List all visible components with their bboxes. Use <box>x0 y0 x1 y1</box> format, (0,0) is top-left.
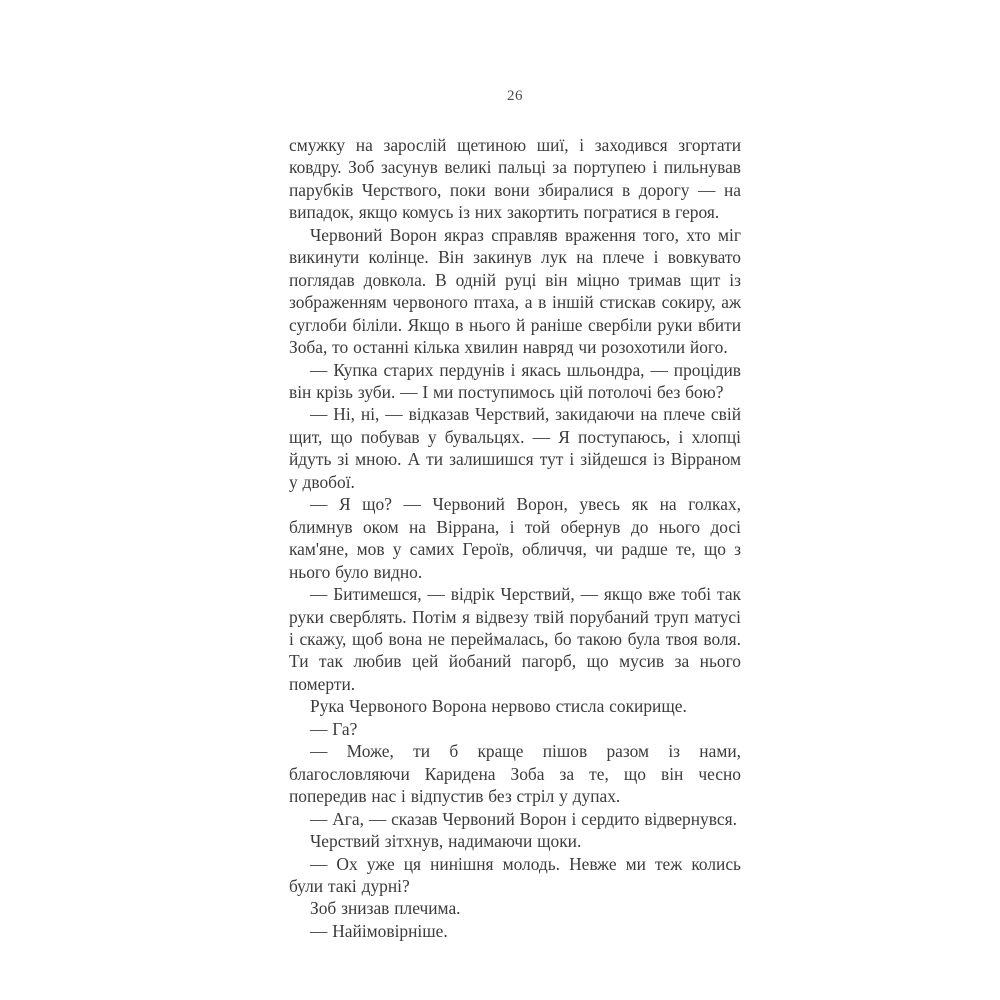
paragraph: Червоний Ворон якраз справляв враження того, хто міг викинути колінце. Він закинув лук на плече і вовкувато поглядав довкола. В одній руці він міцно тримав щит із зображенням червоного птаха, а в іншій стискав сокиру, аж суглоби біліли. Якщо в нього й раніше свербіли руки вбити Зоба, то останні кілька хвилин навряд чи розохотили його. <box>289 224 741 358</box>
book-page <box>289 0 741 942</box>
paragraph: смужку на зарослій щетиною шиї, і заходився згортати ковдру. Зоб засунув великі пальці за портупею і пильнував парубків Черствого, поки вони збиралися в дорогу — на випадок, якщо комусь із них закортить погратися в героя. <box>289 135 741 223</box>
paragraph: Черствий зітхнув, надимаючи щоки. <box>310 831 582 852</box>
paragraph: — Ох уже ця нинішня молодь. Невже ми теж колись були такі дурні? <box>289 853 741 896</box>
page-text-body <box>289 134 741 942</box>
page-number: 26 <box>507 88 523 104</box>
paragraph: — Може, ти б краще пішов разом із нами, благословляючи Каридена Зоба за те, що він чесно попередив нас і відпустив без стріл у дупах. <box>289 741 741 807</box>
paragraph: — Купка старих пердунів і якась шльондра, — процідив він крізь зуби. — І ми поступимось цій потолочі без бою? <box>289 359 741 402</box>
paragraph: — Ні, ні, — відказав Черствий, закидаючи на плече свій щит, що побував у бувальцях. — Я поступаюсь, і хлопці йдуть зі мною. А ти залишишся тут і зійдешся із Вірраном у двобої. <box>289 404 741 492</box>
paragraph: Зоб знизав плечима. <box>310 898 461 919</box>
paragraph: — Я що? — Червоний Ворон, увесь як на голках, блимнув оком на Віррана, і той обернув до нього досі кам'яне, мов у самих Героїв, обличчя, чи радше те, що з нього було видно. <box>289 494 741 582</box>
paragraph: — Битимешся, — відрік Черствий, — якщо вже тобі так руки сверблять. Потім я відвезу твій порубаний труп матусі і скажу, щоб вона не переймалась, бо такою була твоя воля. Ти так любив цей йобаний пагорб, що мусив за нього померти. <box>289 584 741 694</box>
paragraph: — Га? <box>310 718 358 739</box>
paragraph: — Найімовірніше. <box>310 920 448 941</box>
paragraph: — Ага, — сказав Червоний Ворон і сердито відвернувся. <box>310 808 737 829</box>
paragraph: Рука Червоного Ворона нервово стисла сокирище. <box>310 696 687 717</box>
